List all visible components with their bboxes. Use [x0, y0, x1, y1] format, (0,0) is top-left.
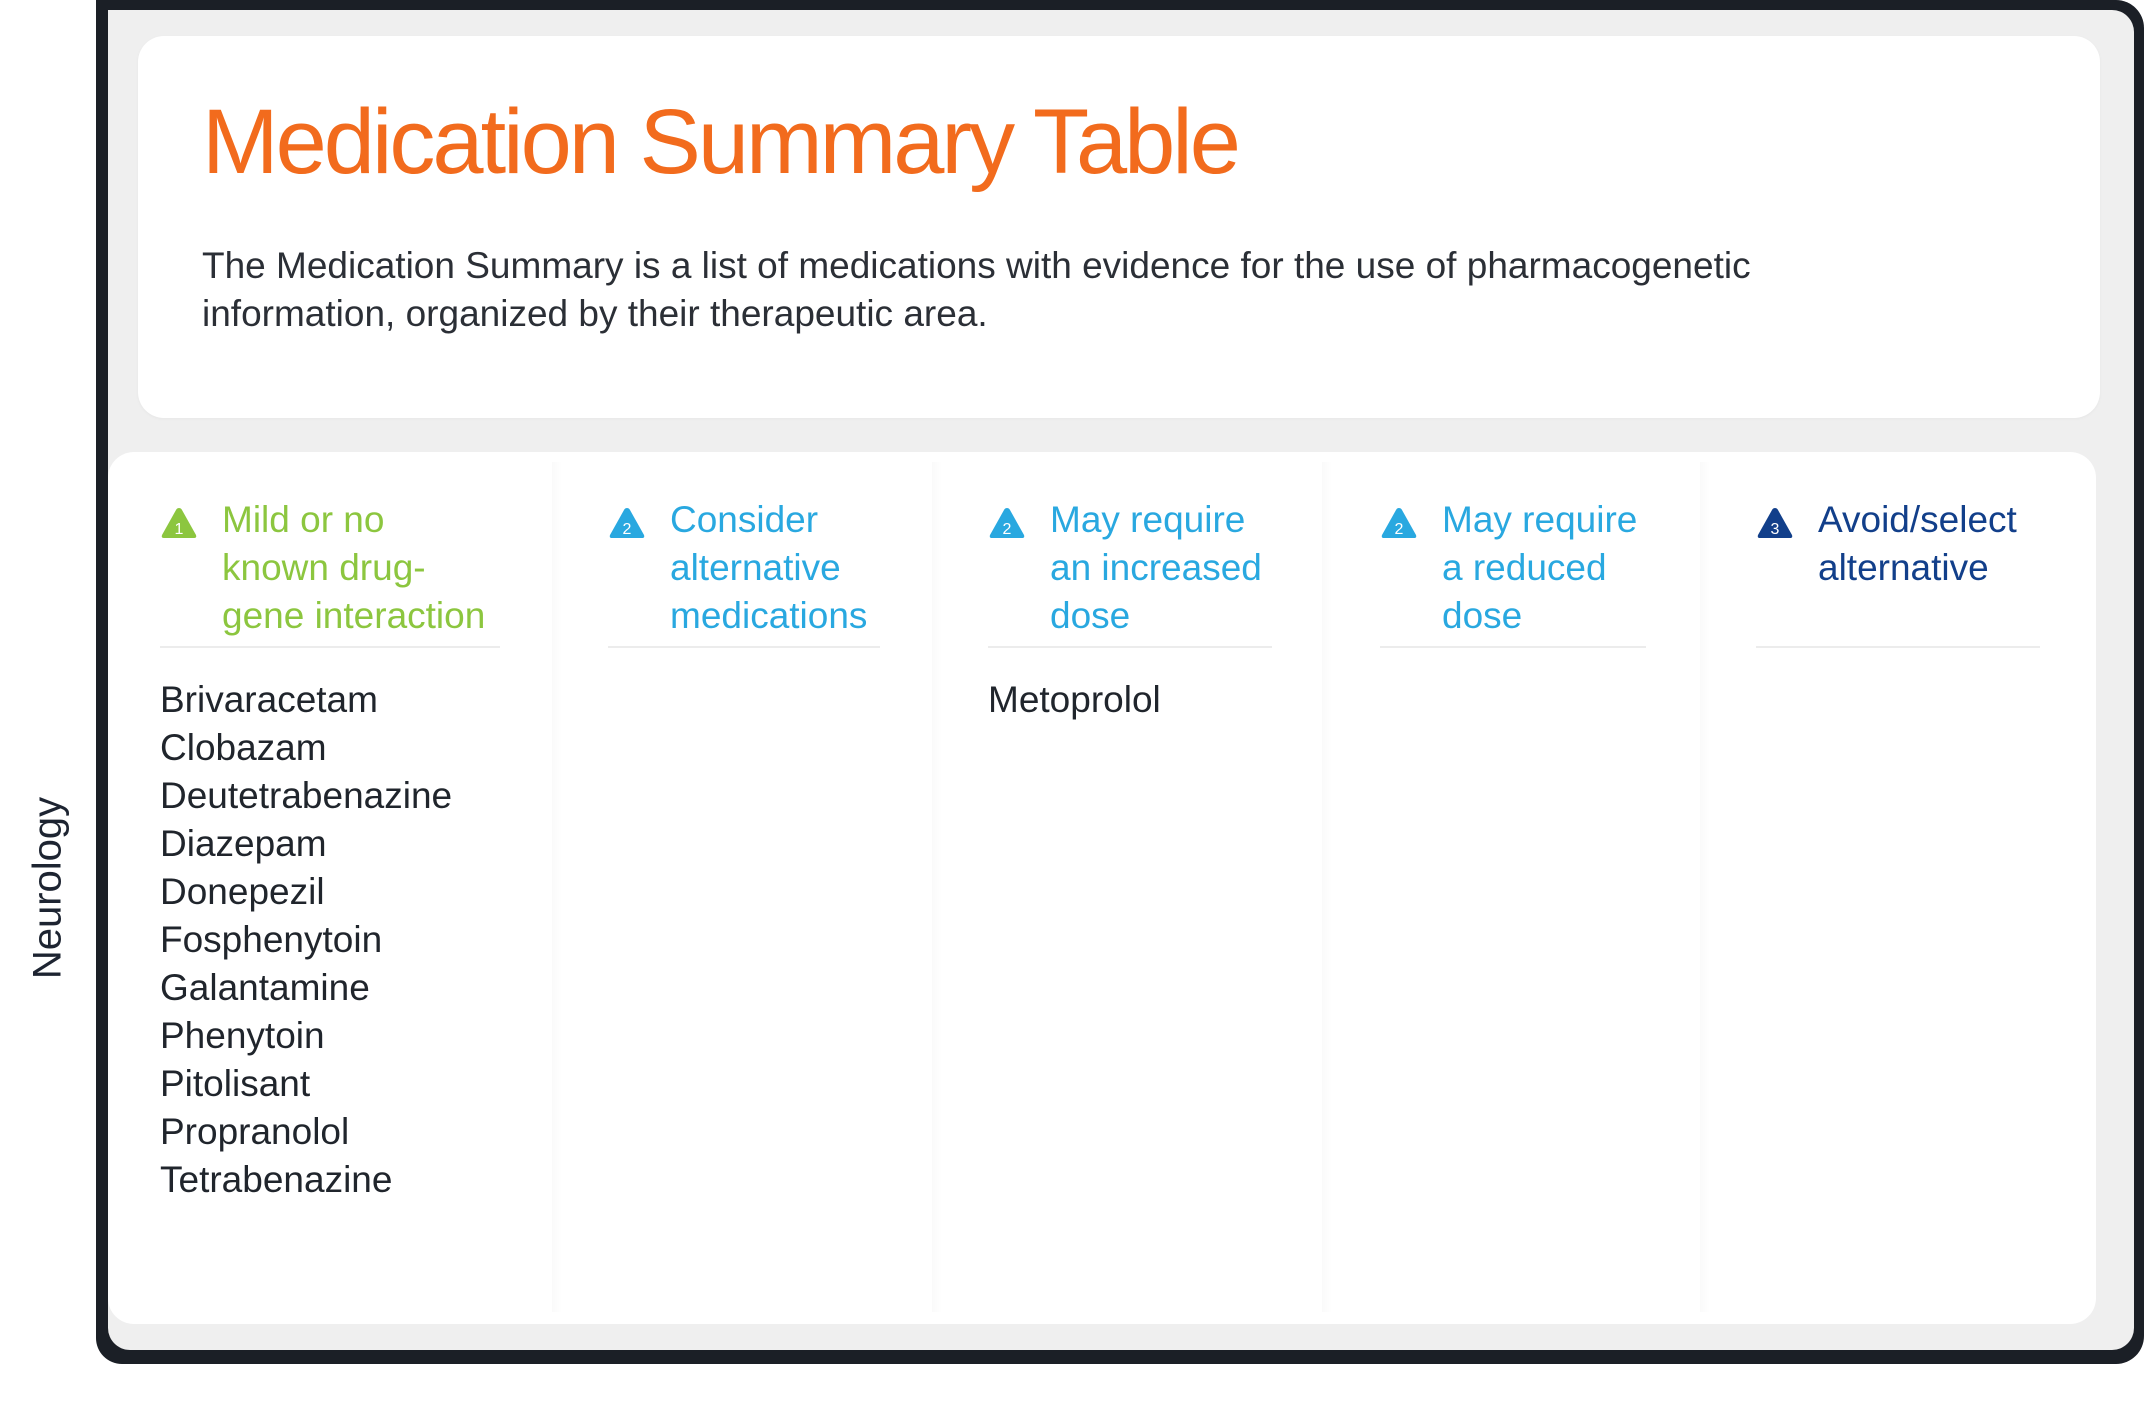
drug-item: Diazepam: [160, 823, 327, 864]
page-title: Medication Summary Table: [202, 91, 1238, 193]
drug-item: Galantamine: [160, 967, 370, 1008]
drug-item: Pitolisant: [160, 1063, 311, 1104]
column-title-line: medications: [670, 595, 868, 636]
column-title: [670, 496, 867, 640]
table-column: [1756, 452, 2040, 1324]
warning-triangle-icon: [988, 506, 1026, 540]
severity-level-number: 1: [174, 521, 184, 538]
drug-list: [988, 676, 1161, 724]
warning-triangle-icon: [160, 506, 198, 540]
warning-triangle-icon: [1756, 506, 1794, 540]
column-title-line: dose: [1050, 595, 1131, 636]
column-divider: [932, 462, 942, 1312]
drug-item: Phenytoin: [160, 1015, 325, 1056]
column-header: [1380, 496, 1646, 648]
column-header: [988, 496, 1272, 648]
column-divider: [1700, 462, 1710, 1312]
column-header: [1756, 496, 2040, 648]
table-column: [608, 452, 880, 1324]
severity-level-number: 2: [1394, 521, 1404, 538]
column-title-line: gene interaction: [222, 595, 486, 636]
drug-item: Donepezil: [160, 871, 325, 912]
warning-triangle-icon: [608, 506, 646, 540]
column-title-line: Avoid/select: [1818, 499, 2017, 540]
column-title: [1050, 496, 1262, 640]
therapeutic-area-text: Neurology: [25, 796, 70, 980]
column-title: [222, 496, 485, 640]
column-title-line: an increased: [1050, 547, 1262, 588]
column-title-line: May require: [1050, 499, 1246, 540]
column-header: [160, 496, 500, 648]
table-column: [1380, 452, 1646, 1324]
drug-item: Propranolol: [160, 1111, 350, 1152]
intro-card: [138, 36, 2100, 418]
column-title-line: known drug-: [222, 547, 426, 588]
column-title-line: dose: [1442, 595, 1523, 636]
drug-list: [160, 676, 452, 1204]
column-header: [608, 496, 880, 648]
table-column: [988, 452, 1272, 1324]
severity-level-number: 2: [622, 521, 632, 538]
severity-level-number: 3: [1770, 521, 1780, 538]
column-title-line: Mild or no: [222, 499, 385, 540]
column-divider: [1322, 462, 1332, 1312]
column-divider: [552, 462, 562, 1312]
column-title-line: alternative: [670, 547, 841, 588]
drug-item: Fosphenytoin: [160, 919, 383, 960]
column-title-line: May require: [1442, 499, 1638, 540]
column-title-line: Consider: [670, 499, 819, 540]
column-title: [1818, 496, 2017, 592]
column-title-line: a reduced: [1442, 547, 1607, 588]
drug-item: Deutetrabenazine: [160, 775, 453, 816]
severity-level-number: 2: [1002, 521, 1012, 538]
drug-item: Clobazam: [160, 727, 327, 768]
table-column: [160, 452, 500, 1324]
drug-item: Brivaracetam: [160, 679, 378, 720]
column-title: [1442, 496, 1637, 640]
drug-item: Tetrabenazine: [160, 1159, 393, 1200]
warning-triangle-icon: [1380, 506, 1418, 540]
drug-item: Metoprolol: [988, 679, 1161, 720]
column-title-line: alternative: [1818, 547, 1989, 588]
page-description: The Medication Summary is a list of medications with evidence for the use of pharmacogenetic information, organized by their therapeutic area.: [202, 245, 1751, 334]
